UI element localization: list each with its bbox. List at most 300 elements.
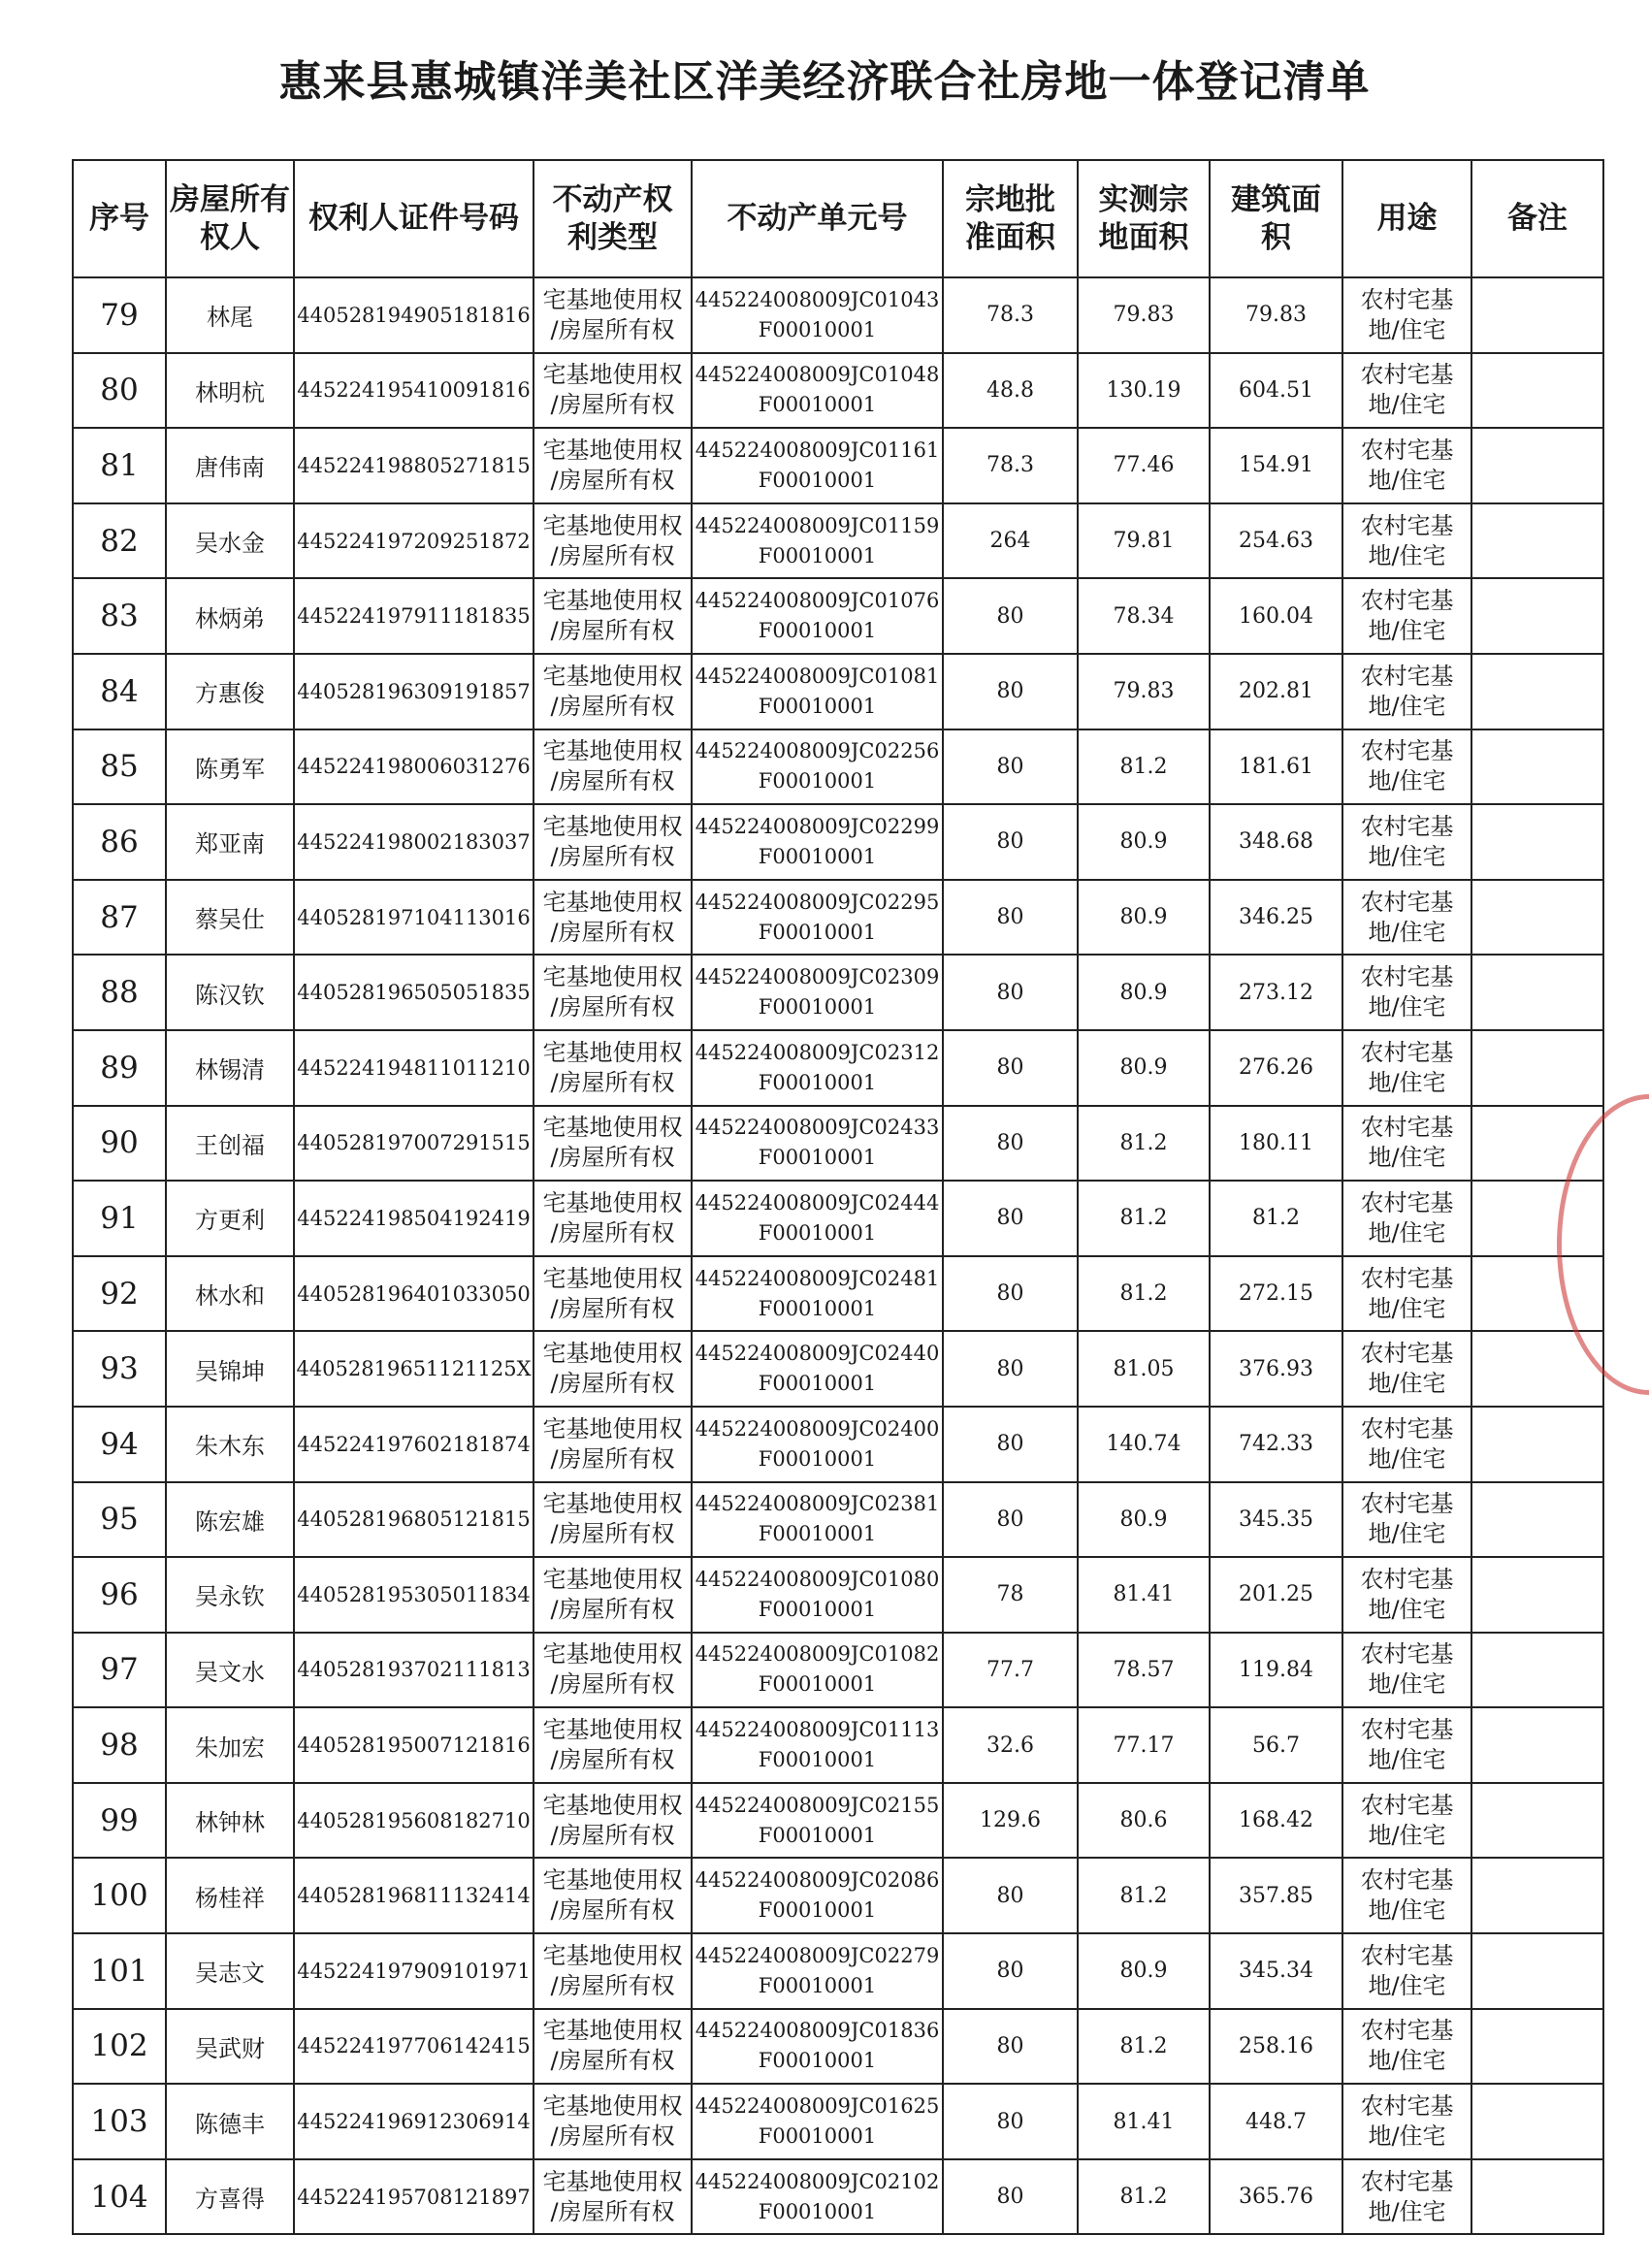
measured-area-cell (1078, 1030, 1210, 1106)
approved-area-cell-text: 80 (996, 1130, 1024, 1155)
right-type-cell-text: /房屋所有权 (550, 617, 675, 645)
table-row (73, 729, 1603, 805)
seq-cell (73, 1181, 166, 1256)
owner-cell (166, 503, 294, 579)
unit-number-cell-text: 445224008009JC02299 (695, 814, 940, 838)
building-area-cell-text: 168.42 (1239, 1808, 1313, 1833)
usage-cell-text: 农村宅基 (1360, 1414, 1454, 1442)
building-area-cell-text: 604.51 (1239, 377, 1313, 403)
usage-cell-text: 地/住宅 (1368, 692, 1446, 720)
owner-cell (166, 277, 294, 353)
owner-cell-text: 吴锦坤 (195, 1357, 265, 1385)
building-area-cell (1210, 277, 1342, 353)
right-type-cell (534, 654, 692, 729)
seq-cell-text: 90 (100, 1125, 139, 1161)
right-type-cell (534, 1106, 692, 1182)
remarks-cell (1471, 654, 1603, 729)
measured-area-cell (1078, 1633, 1210, 1708)
measured-area-cell-text: 81.05 (1113, 1356, 1175, 1381)
page-title: 惠来县惠城镇洋美社区洋美经济联合社房地一体登记清单 (278, 57, 1371, 107)
measured-area-cell-text: 80.9 (1119, 1055, 1168, 1081)
right-type-cell-text: /房屋所有权 (550, 1746, 675, 1774)
measured-area-cell-text: 80.9 (1119, 905, 1168, 930)
approved-area-cell (943, 1181, 1078, 1256)
usage-cell-text: 地/住宅 (1368, 391, 1446, 419)
seq-cell-text: 79 (100, 297, 139, 333)
measured-area-cell-text: 140.74 (1106, 1432, 1181, 1457)
seq-cell-text: 83 (100, 599, 139, 634)
measured-area-cell-text: 80.9 (1119, 980, 1168, 1005)
approved-area-cell (943, 804, 1078, 880)
id-number-cell (294, 1707, 534, 1783)
unit-number-cell-text: F00010001 (758, 543, 877, 567)
owner-cell (166, 1858, 294, 1933)
usage-cell-text: 农村宅基 (1360, 1490, 1454, 1518)
id-number-cell-text: 445224197602181874 (297, 1432, 531, 1456)
right-type-cell-text: 宅基地使用权 (542, 2092, 683, 2121)
id-number-cell-text: 44052819651121125X (296, 1357, 532, 1381)
usage-cell (1342, 880, 1471, 956)
seq-cell (73, 955, 166, 1030)
id-number-cell (294, 1482, 534, 1558)
seq-cell (73, 428, 166, 503)
building-area-cell (1210, 1557, 1342, 1633)
unit-number-cell-text: F00010001 (758, 694, 877, 718)
column-header-line1: 权利人证件号码 (308, 201, 519, 236)
usage-cell-text: 农村宅基 (1360, 1264, 1454, 1292)
id-number-cell-text: 445224194811011210 (297, 1055, 531, 1080)
right-type-cell (534, 1331, 692, 1407)
id-number-cell-text: 445224198006031276 (297, 755, 531, 779)
usage-cell (1342, 353, 1471, 429)
usage-cell-text: 地/住宅 (1368, 1068, 1446, 1096)
unit-number-cell-text: F00010001 (758, 619, 877, 643)
owner-cell (166, 1331, 294, 1407)
id-number-cell (294, 1030, 534, 1106)
table-row (73, 1030, 1603, 1106)
usage-cell (1342, 804, 1471, 880)
column-header-measured-area (1078, 160, 1210, 277)
usage-cell-text: 农村宅基 (1360, 285, 1454, 313)
column-header-line2: 权人 (200, 219, 260, 255)
table-row (73, 1633, 1603, 1708)
measured-area-cell (1078, 1331, 1210, 1407)
unit-number-cell-text: 445224008009JC02279 (695, 1943, 940, 1967)
seq-cell-text: 89 (100, 1050, 139, 1085)
usage-cell-text: 农村宅基 (1360, 1716, 1454, 1744)
building-area-cell-text: 202.81 (1239, 679, 1313, 704)
approved-area-cell (943, 1030, 1078, 1106)
approved-area-cell-text: 80 (996, 1055, 1024, 1081)
approved-area-cell (943, 1783, 1078, 1859)
right-type-cell-text: 宅基地使用权 (542, 436, 683, 464)
approved-area-cell-text: 80 (996, 754, 1024, 779)
owner-cell-text: 方喜得 (195, 2186, 265, 2214)
building-area-cell (1210, 503, 1342, 579)
approved-area-cell (943, 1633, 1078, 1708)
right-type-cell-text: 宅基地使用权 (542, 1038, 683, 1066)
measured-area-cell (1078, 880, 1210, 956)
owner-cell-text: 杨桂祥 (195, 1884, 265, 1912)
unit-number-cell-text: F00010001 (758, 1296, 877, 1320)
right-type-cell-text: 宅基地使用权 (542, 1791, 683, 1819)
right-type-cell-text: /房屋所有权 (550, 315, 675, 343)
right-type-cell-text: 宅基地使用权 (542, 1490, 683, 1518)
measured-area-cell (1078, 578, 1210, 654)
measured-area-cell (1078, 1707, 1210, 1783)
usage-cell (1342, 1106, 1471, 1182)
unit-number-cell (692, 428, 943, 503)
usage-cell-text: 地/住宅 (1368, 1144, 1446, 1172)
right-type-cell-text: /房屋所有权 (550, 1068, 675, 1096)
id-number-cell-text: 445224198002183037 (297, 829, 531, 854)
remarks-cell (1471, 880, 1603, 956)
building-area-cell (1210, 729, 1342, 805)
owner-cell (166, 880, 294, 956)
owner-cell-text: 吴武财 (195, 2034, 265, 2062)
right-type-cell (534, 1030, 692, 1106)
usage-cell (1342, 1331, 1471, 1407)
right-type-cell-text: /房屋所有权 (550, 1370, 675, 1398)
usage-cell-text: 农村宅基 (1360, 1791, 1454, 1819)
seq-cell-text: 93 (100, 1351, 139, 1387)
right-type-cell-text: /房屋所有权 (550, 541, 675, 569)
remarks-cell (1471, 578, 1603, 654)
column-header-building-area (1210, 160, 1342, 277)
seq-cell-text: 87 (100, 899, 139, 935)
id-number-cell (294, 804, 534, 880)
approved-area-cell-text: 48.8 (986, 377, 1034, 403)
remarks-cell (1471, 428, 1603, 503)
owner-cell (166, 729, 294, 805)
id-number-cell (294, 1256, 534, 1332)
seq-cell (73, 2159, 166, 2235)
usage-cell-text: 地/住宅 (1368, 541, 1446, 569)
right-type-cell-text: /房屋所有权 (550, 1821, 675, 1849)
owner-cell (166, 1557, 294, 1633)
measured-area-cell-text: 77.46 (1113, 453, 1175, 478)
id-number-cell-text: 445224197909101971 (297, 1959, 531, 1983)
usage-cell-text: 地/住宅 (1368, 2122, 1446, 2151)
column-header-line1: 序号 (89, 201, 149, 236)
unit-number-cell-text: F00010001 (758, 1823, 877, 1847)
right-type-cell-text: /房屋所有权 (550, 993, 675, 1021)
measured-area-cell-text: 78.57 (1113, 1657, 1175, 1682)
id-number-cell-text: 440528195007121816 (297, 1733, 531, 1758)
seq-cell (73, 729, 166, 805)
table-row (73, 1557, 1603, 1633)
seq-cell (73, 1858, 166, 1933)
id-number-cell-text: 445224198805271815 (297, 453, 531, 477)
owner-cell (166, 1482, 294, 1558)
measured-area-cell-text: 79.83 (1113, 679, 1175, 704)
unit-number-cell (692, 1482, 943, 1558)
right-type-cell-text: /房屋所有权 (550, 692, 675, 720)
id-number-cell-text: 445224197706142415 (297, 2034, 531, 2058)
usage-cell (1342, 1933, 1471, 2009)
right-type-cell-text: 宅基地使用权 (542, 361, 683, 389)
measured-area-cell-text: 80.9 (1119, 829, 1168, 855)
right-type-cell (534, 1256, 692, 1332)
unit-number-cell (692, 1933, 943, 2009)
usage-cell-text: 农村宅基 (1360, 963, 1454, 991)
unit-number-cell-text: F00010001 (758, 317, 877, 341)
column-header-line2: 利类型 (567, 219, 658, 255)
usage-cell (1342, 1783, 1471, 1859)
approved-area-cell (943, 2084, 1078, 2159)
measured-area-cell-text: 81.2 (1119, 1130, 1168, 1155)
measured-area-cell-text: 79.83 (1113, 303, 1175, 328)
unit-number-cell-text: F00010001 (758, 1973, 877, 1997)
owner-cell (166, 428, 294, 503)
right-type-cell-text: /房屋所有权 (550, 1520, 675, 1548)
seq-cell-text: 95 (100, 1502, 139, 1538)
id-number-cell (294, 955, 534, 1030)
owner-cell (166, 1633, 294, 1708)
unit-number-cell (692, 1256, 943, 1332)
approved-area-cell-text: 78.3 (986, 453, 1034, 478)
remarks-cell (1471, 1707, 1603, 1783)
seq-cell-text: 103 (90, 2104, 148, 2140)
owner-cell (166, 1256, 294, 1332)
seq-cell-text: 99 (100, 1802, 139, 1838)
usage-cell-text: 农村宅基 (1360, 1941, 1454, 1969)
table-row (73, 428, 1603, 503)
usage-cell-text: 农村宅基 (1360, 2167, 1454, 2195)
right-type-cell (534, 729, 692, 805)
usage-cell-text: 地/住宅 (1368, 767, 1446, 795)
unit-number-cell (692, 353, 943, 429)
id-number-cell-text: 440528193702111813 (297, 1658, 531, 1682)
unit-number-cell (692, 1633, 943, 1708)
building-area-cell (1210, 955, 1342, 1030)
id-number-cell (294, 1557, 534, 1633)
approved-area-cell (943, 2159, 1078, 2235)
measured-area-cell (1078, 1858, 1210, 1933)
remarks-cell (1471, 2084, 1603, 2159)
table-row (73, 2159, 1603, 2235)
table-row (73, 804, 1603, 880)
right-type-cell-text: 宅基地使用权 (542, 1340, 683, 1368)
building-area-cell-text: 276.26 (1239, 1055, 1313, 1081)
owner-cell-text: 唐伟南 (195, 454, 265, 482)
seq-cell-text: 97 (100, 1652, 139, 1688)
approved-area-cell-text: 80 (996, 1206, 1024, 1231)
unit-number-cell-text: F00010001 (758, 995, 877, 1020)
building-area-cell-text: 345.34 (1239, 1959, 1313, 1984)
seq-cell-text: 91 (100, 1200, 139, 1236)
header-row (73, 160, 1603, 277)
table-row (73, 654, 1603, 729)
unit-number-cell-text: F00010001 (758, 2199, 877, 2223)
unit-number-cell-text: 445224008009JC01076 (695, 589, 940, 613)
id-number-cell-text: 445224197911181835 (297, 604, 531, 629)
building-area-cell-text: 180.11 (1239, 1130, 1313, 1155)
owner-cell (166, 2009, 294, 2085)
unit-number-cell (692, 654, 943, 729)
unit-number-cell (692, 1858, 943, 1933)
right-type-cell-text: /房屋所有权 (550, 1595, 675, 1623)
building-area-cell (1210, 1707, 1342, 1783)
measured-area-cell-text: 80.9 (1119, 1959, 1168, 1984)
table-row (73, 1933, 1603, 2009)
right-type-cell-text: 宅基地使用权 (542, 963, 683, 991)
seq-cell-text: 104 (90, 2179, 148, 2215)
building-area-cell (1210, 654, 1342, 729)
measured-area-cell (1078, 1256, 1210, 1332)
usage-cell (1342, 503, 1471, 579)
column-header-unit-number (692, 160, 943, 277)
unit-number-cell (692, 2159, 943, 2235)
right-type-cell-text: /房屋所有权 (550, 2047, 675, 2075)
owner-cell (166, 804, 294, 880)
approved-area-cell-text: 80 (996, 1507, 1024, 1532)
seq-cell-text: 92 (100, 1276, 139, 1312)
building-area-cell (1210, 1106, 1342, 1182)
remarks-cell (1471, 1633, 1603, 1708)
remarks-cell (1471, 1557, 1603, 1633)
seq-cell-text: 86 (100, 824, 139, 859)
approved-area-cell-text: 80 (996, 2109, 1024, 2134)
building-area-cell-text: 154.91 (1239, 453, 1313, 478)
approved-area-cell-text: 80 (996, 1432, 1024, 1457)
measured-area-cell (1078, 2084, 1210, 2159)
usage-cell-text: 农村宅基 (1360, 1565, 1454, 1593)
usage-cell (1342, 729, 1471, 805)
usage-cell (1342, 2159, 1471, 2235)
unit-number-cell-text: F00010001 (758, 1748, 877, 1772)
owner-cell-text: 吴水金 (195, 530, 265, 558)
approved-area-cell (943, 503, 1078, 579)
usage-cell (1342, 277, 1471, 353)
id-number-cell (294, 1858, 534, 1933)
id-number-cell-text: 440528196309191857 (297, 679, 531, 703)
building-area-cell-text: 81.2 (1252, 1206, 1300, 1231)
usage-cell-text: 地/住宅 (1368, 1370, 1446, 1398)
unit-number-cell (692, 880, 943, 956)
usage-cell-text: 农村宅基 (1360, 888, 1454, 916)
unit-number-cell-text: 445224008009JC02256 (695, 739, 940, 763)
building-area-cell-text: 345.35 (1239, 1507, 1313, 1532)
right-type-cell-text: /房屋所有权 (550, 1670, 675, 1699)
usage-cell-text: 农村宅基 (1360, 361, 1454, 389)
measured-area-cell (1078, 1407, 1210, 1482)
id-number-cell-text: 440528195608182710 (297, 1808, 531, 1832)
usage-cell (1342, 1030, 1471, 1106)
measured-area-cell (1078, 1106, 1210, 1182)
unit-number-cell-text: 445224008009JC02086 (695, 1868, 940, 1893)
usage-cell (1342, 1633, 1471, 1708)
usage-cell (1342, 1482, 1471, 1558)
unit-number-cell-text: F00010001 (758, 1070, 877, 1094)
id-number-cell (294, 2084, 534, 2159)
column-header-approved-area (943, 160, 1078, 277)
approved-area-cell (943, 1707, 1078, 1783)
column-header-line1: 建筑面 (1231, 181, 1321, 217)
approved-area-cell (943, 729, 1078, 805)
owner-cell-text: 朱加宏 (195, 1733, 265, 1762)
usage-cell-text: 农村宅基 (1360, 436, 1454, 464)
seq-cell (73, 1030, 166, 1106)
unit-number-cell-text: F00010001 (758, 1898, 877, 1923)
building-area-cell-text: 258.16 (1239, 2033, 1313, 2058)
seq-cell (73, 2084, 166, 2159)
column-header-remarks (1471, 160, 1603, 277)
owner-cell-text: 陈汉钦 (195, 981, 265, 1009)
building-area-cell-text: 79.83 (1245, 303, 1307, 328)
right-type-cell (534, 1482, 692, 1558)
id-number-cell-text: 445224195708121897 (297, 2185, 531, 2209)
unit-number-cell-text: 445224008009JC02481 (695, 1266, 940, 1290)
id-number-cell-text: 445224197209251872 (297, 529, 531, 553)
usage-cell-text: 地/住宅 (1368, 993, 1446, 1021)
approved-area-cell (943, 428, 1078, 503)
seq-cell (73, 578, 166, 654)
approved-area-cell-text: 80 (996, 1959, 1024, 1984)
unit-number-cell (692, 2084, 943, 2159)
usage-cell (1342, 1181, 1471, 1256)
right-type-cell-text: 宅基地使用权 (542, 1941, 683, 1969)
usage-cell-text: 农村宅基 (1360, 812, 1454, 840)
table-row (73, 880, 1603, 956)
usage-cell-text: 地/住宅 (1368, 1971, 1446, 1999)
id-number-cell (294, 428, 534, 503)
building-area-cell (1210, 428, 1342, 503)
approved-area-cell (943, 1106, 1078, 1182)
usage-cell-text: 地/住宅 (1368, 1520, 1446, 1548)
remarks-cell (1471, 955, 1603, 1030)
table-row (73, 1707, 1603, 1783)
measured-area-cell (1078, 1482, 1210, 1558)
usage-cell-text: 农村宅基 (1360, 2092, 1454, 2121)
right-type-cell-text: 宅基地使用权 (542, 1565, 683, 1593)
approved-area-cell-text: 80 (996, 1356, 1024, 1381)
right-type-cell (534, 2159, 692, 2235)
building-area-cell (1210, 1933, 1342, 2009)
right-type-cell (534, 1633, 692, 1708)
right-type-cell-text: 宅基地使用权 (542, 888, 683, 916)
approved-area-cell-text: 80 (996, 1883, 1024, 1908)
owner-cell-text: 吴志文 (195, 1960, 265, 1988)
id-number-cell (294, 353, 534, 429)
approved-area-cell-text: 77.7 (986, 1657, 1034, 1682)
usage-cell (1342, 1557, 1471, 1633)
unit-number-cell (692, 1106, 943, 1182)
column-header-id-number (294, 160, 534, 277)
approved-area-cell-text: 32.6 (986, 1733, 1034, 1758)
seq-cell-text: 85 (100, 749, 139, 785)
usage-cell-text: 农村宅基 (1360, 1188, 1454, 1216)
seq-cell (73, 1933, 166, 2009)
unit-number-cell-text: 445224008009JC02102 (695, 2169, 940, 2193)
building-area-cell (1210, 1858, 1342, 1933)
usage-cell-text: 地/住宅 (1368, 2047, 1446, 2075)
id-number-cell-text: 440528194905181816 (297, 303, 531, 327)
right-type-cell-text: 宅基地使用权 (542, 511, 683, 539)
remarks-cell (1471, 2009, 1603, 2085)
usage-cell-text: 地/住宅 (1368, 1670, 1446, 1699)
usage-cell-text: 农村宅基 (1360, 1866, 1454, 1895)
right-type-cell-text: 宅基地使用权 (542, 662, 683, 690)
measured-area-cell (1078, 804, 1210, 880)
seq-cell (73, 880, 166, 956)
usage-cell-text: 农村宅基 (1360, 587, 1454, 615)
owner-cell-text: 陈德丰 (195, 2110, 265, 2138)
building-area-cell (1210, 1783, 1342, 1859)
right-type-cell-text: 宅基地使用权 (542, 812, 683, 840)
owner-cell-text: 王创福 (195, 1131, 265, 1159)
unit-number-cell-text: F00010001 (758, 769, 877, 794)
